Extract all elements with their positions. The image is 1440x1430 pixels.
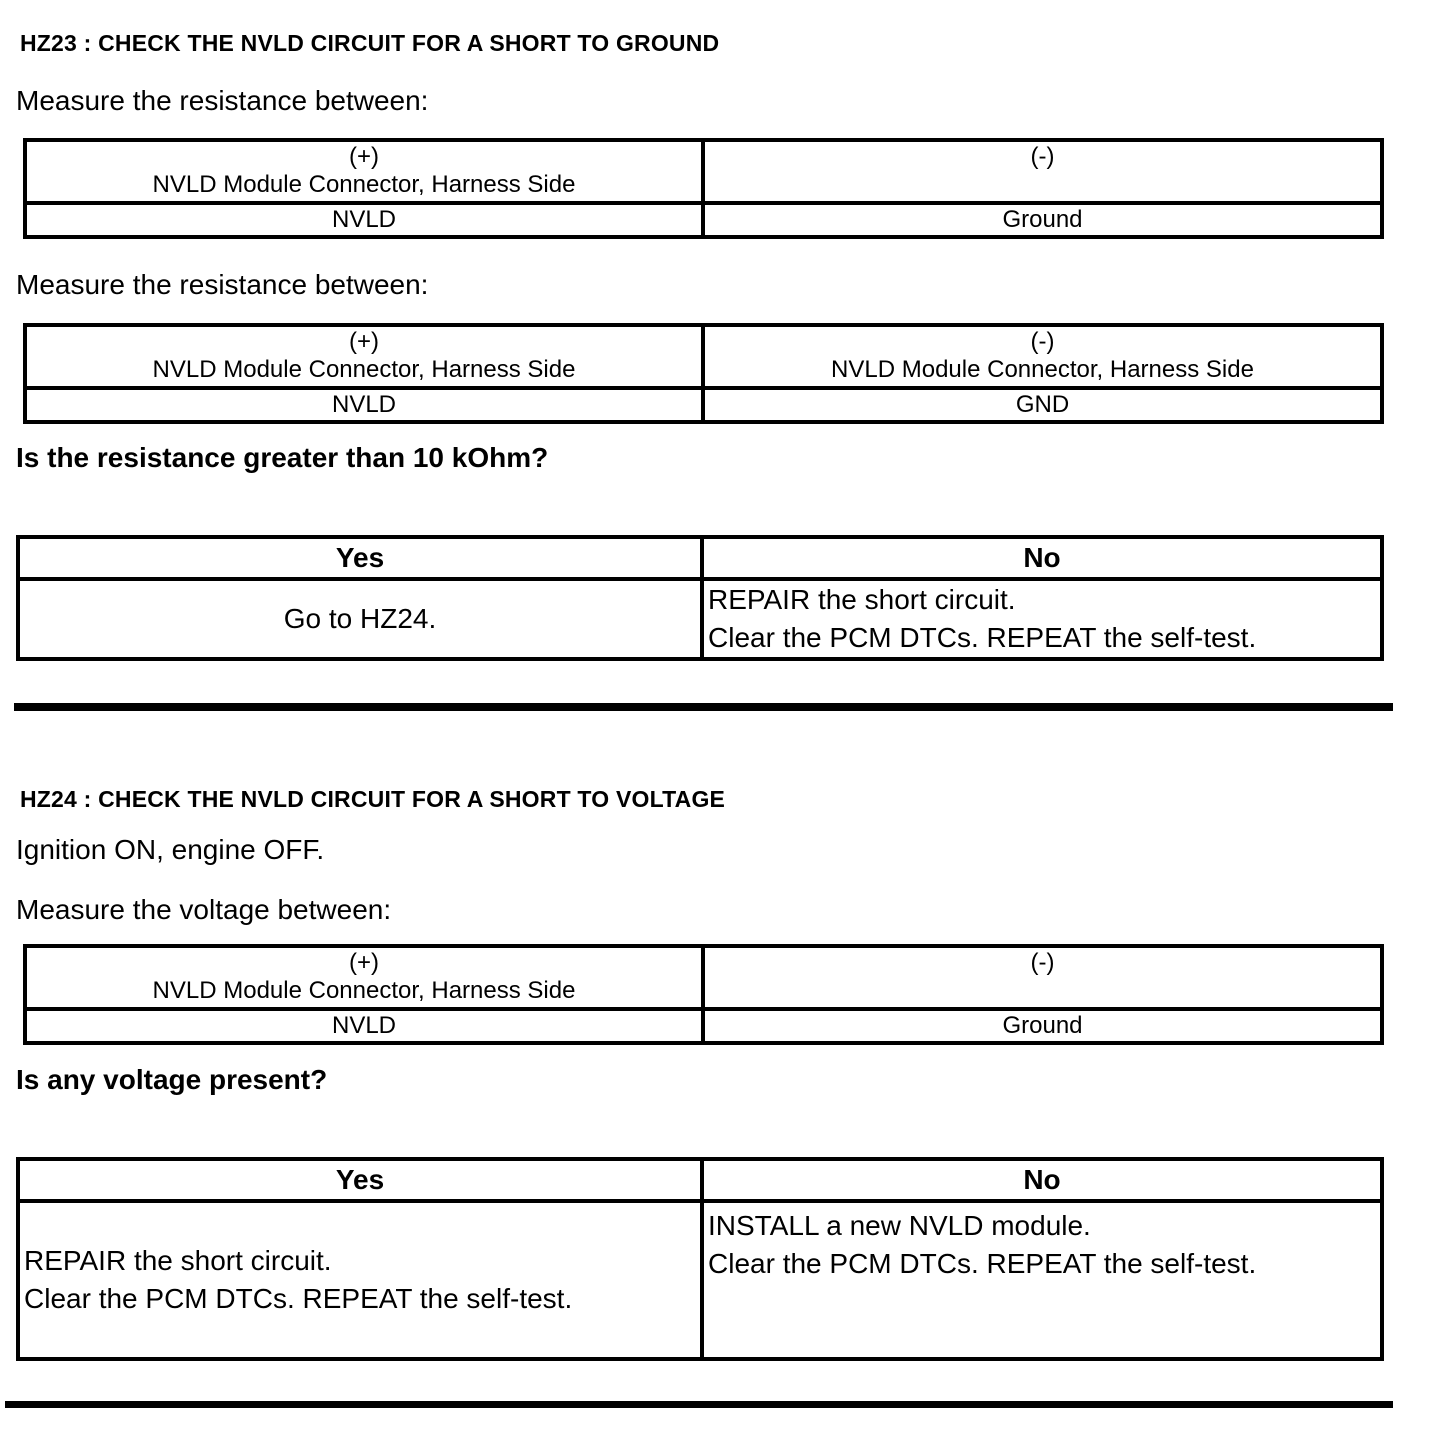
- ignition-condition-text: Ignition ON, engine OFF.: [16, 834, 325, 865]
- no-action-cell: [702, 1201, 1382, 1359]
- positive-lead-header: [25, 946, 703, 1009]
- no-action-line: INSTALL a new NVLD module.: [708, 1210, 1091, 1241]
- table-header-row: [25, 140, 1382, 203]
- no-action-line: Clear the PCM DTCs. REPEAT the self-test.: [708, 622, 1257, 653]
- yes-action-line: REPAIR the short circuit.: [24, 1245, 332, 1276]
- no-action-line: REPAIR the short circuit.: [708, 584, 1016, 615]
- polarity-positive-label: (+): [349, 143, 379, 170]
- no-action-line: Clear the PCM DTCs. REPEAT the self-test.: [708, 1248, 1257, 1279]
- negative-lead-header: [703, 946, 1382, 1009]
- measurement-table-hz23-1: [23, 138, 1384, 239]
- step-hz24-question: Is any voltage present?: [16, 1064, 328, 1095]
- polarity-negative-label: (-): [1030, 328, 1055, 355]
- decision-action-row: [18, 1201, 1382, 1359]
- measure-voltage-instruction: Measure the voltage between:: [16, 894, 392, 925]
- negative-lead-header: [703, 325, 1382, 388]
- no-column-header: No: [702, 1159, 1382, 1201]
- positive-pin-value: NVLD: [25, 388, 703, 422]
- yes-action-line: Clear the PCM DTCs. REPEAT the self-test.: [24, 1283, 573, 1314]
- decision-header-row: [18, 537, 1382, 579]
- step-hz24-heading: HZ24 : CHECK THE NVLD CIRCUIT FOR A SHORT TO VOLTAGE: [20, 786, 726, 812]
- negative-lead-header: [703, 140, 1382, 203]
- table-value-row: [25, 388, 1382, 422]
- decision-table-hz23: [16, 535, 1384, 661]
- table-header-row: [25, 946, 1382, 1009]
- no-action-cell: [702, 579, 1382, 659]
- page-bottom-rule: [5, 1401, 1393, 1408]
- yes-action-cell: [18, 1201, 702, 1359]
- step-separator-rule: [14, 703, 1393, 711]
- negative-pin-value: Ground: [703, 203, 1382, 237]
- measure-resistance-instruction-2: Measure the resistance between:: [16, 269, 429, 300]
- measure-resistance-instruction-1: Measure the resistance between:: [16, 85, 429, 116]
- polarity-positive-label: (+): [349, 949, 379, 976]
- decision-header-row: [18, 1159, 1382, 1201]
- negative-connector-label: NVLD Module Connector, Harness Side: [831, 356, 1254, 383]
- positive-connector-label: NVLD Module Connector, Harness Side: [152, 977, 576, 1004]
- polarity-positive-label: (+): [349, 328, 379, 355]
- table-value-row: [25, 1009, 1382, 1043]
- positive-pin-value: NVLD: [25, 203, 703, 237]
- negative-pin-value: GND: [703, 388, 1382, 422]
- table-value-row: [25, 203, 1382, 237]
- positive-connector-label: NVLD Module Connector, Harness Side: [152, 171, 576, 198]
- measurement-table-hz23-2: [23, 323, 1384, 424]
- positive-lead-header: [25, 140, 703, 203]
- yes-column-header: Yes: [18, 537, 702, 579]
- decision-table-hz24: [16, 1157, 1384, 1361]
- step-hz23-question: Is the resistance greater than 10 kOhm?: [16, 442, 549, 473]
- negative-pin-value: Ground: [703, 1009, 1382, 1043]
- yes-action-cell: [18, 579, 702, 659]
- polarity-negative-label: (-): [1030, 949, 1055, 976]
- no-column-header: No: [702, 537, 1382, 579]
- positive-pin-value: NVLD: [25, 1009, 703, 1043]
- measurement-table-hz24: [23, 944, 1384, 1045]
- table-header-row: [25, 325, 1382, 388]
- step-hz23-heading: HZ23 : CHECK THE NVLD CIRCUIT FOR A SHORT TO GROUND: [20, 30, 720, 56]
- polarity-negative-label: (-): [1030, 143, 1055, 170]
- positive-lead-header: [25, 325, 703, 388]
- yes-action-line: Go to HZ24.: [283, 603, 437, 634]
- yes-column-header: Yes: [18, 1159, 702, 1201]
- positive-connector-label: NVLD Module Connector, Harness Side: [152, 356, 576, 383]
- decision-action-row: [18, 579, 1382, 659]
